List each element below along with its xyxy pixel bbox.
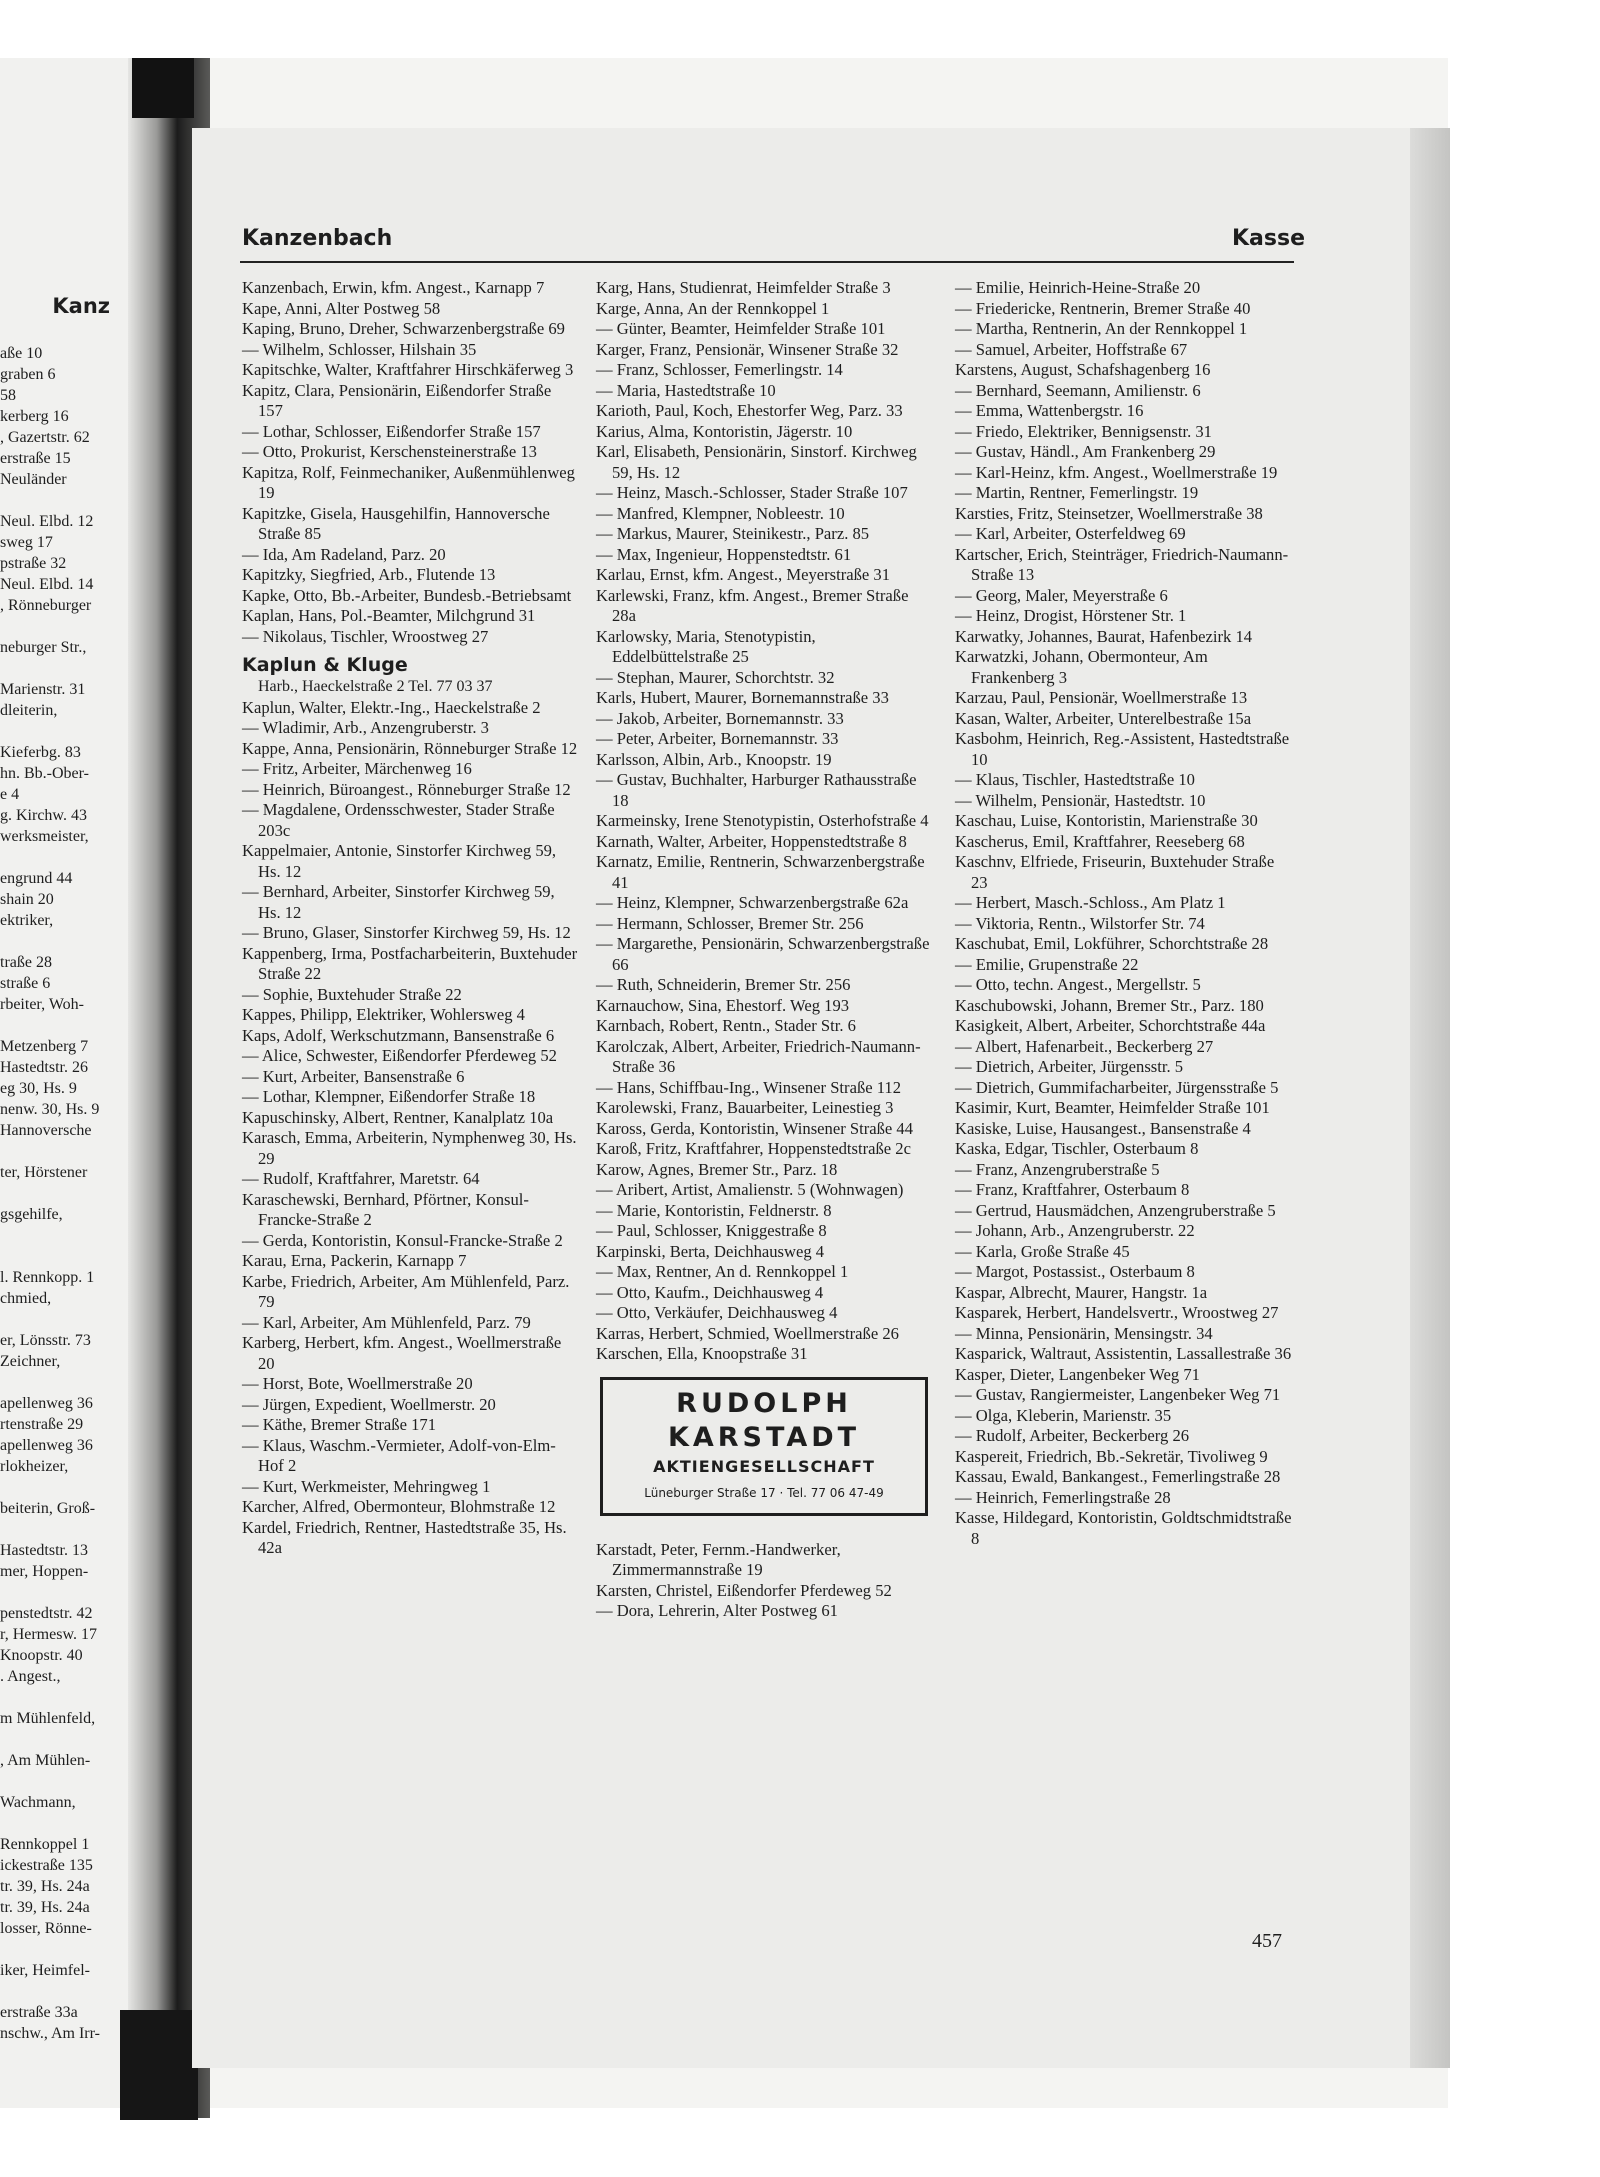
directory-entry: — Gustav, Händl., Am Frankenberg 29 — [955, 442, 1216, 461]
left-page-fragment-line: sweg 17 — [0, 534, 53, 551]
directory-entry: — Sophie, Buxtehuder Straße 22 — [242, 984, 462, 1004]
directory-entry: — Hermann, Schlosser, Bremer Str. 256 — [596, 913, 864, 933]
left-page-fragment-line: Hastedtstr. 13 — [0, 1542, 88, 1559]
directory-entry: Karg, Hans, Studienrat, Heimfelder Straße 3 — [596, 278, 891, 297]
directory-entry: — Gertrud, Hausmädchen, Anzengruberstraße 5 — [955, 1200, 1276, 1220]
directory-entry: — Otto, Kaufm., Deichhausweg 4 — [596, 1282, 824, 1302]
directory-entry: — Dietrich, Arbeiter, Jürgensstr. 5 — [955, 1057, 1184, 1076]
directory-entry: Karls, Hubert, Maurer, Bornemannstraße 33 — [596, 688, 889, 707]
directory-entry: — Max, Rentner, An d. Rennkoppel 1 — [596, 1262, 849, 1281]
directory-entry: Kasigkeit, Albert, Arbeiter, Schorchtstraße 44a — [955, 1016, 1266, 1035]
left-page-fragment-line — [0, 721, 120, 742]
left-page-fragment-line: e 4 — [0, 786, 20, 803]
left-page-fragment-line: penstedtstr. 42 — [0, 1605, 93, 1622]
firm-listing-name: Kaplun & Kluge — [242, 654, 408, 676]
directory-entry: — Klaus, Tischler, Hastedtstraße 10 — [955, 770, 1195, 789]
directory-entry: Kapitschke, Walter, Kraftfahrer Hirschkäferweg 3 — [242, 360, 574, 379]
ad-address: Lüneburger Straße 17 · Tel. 77 06 47-49 — [644, 1486, 884, 1500]
left-page-fragment-line: engrund 44 — [0, 870, 73, 887]
left-page-fragment-line — [0, 1141, 120, 1162]
directory-entry: — Alice, Schwester, Eißendorfer Pferdeweg 52 — [242, 1046, 557, 1065]
directory-entry: — Emilie, Heinrich-Heine-Straße 20 — [955, 278, 1201, 297]
left-page-running-head: Kanz — [52, 294, 110, 318]
directory-entry: Karioth, Paul, Koch, Ehestorfer Weg, Parz. 33 — [596, 401, 903, 420]
directory-entry: Karmeinsky, Irene Stenotypistin, Osterhofstraße 4 — [596, 811, 929, 830]
left-page-fragment-line: l. Rennkopp. 1 — [0, 1269, 95, 1286]
directory-entry: — Kurt, Arbeiter, Bansenstraße 6 — [242, 1066, 465, 1086]
left-page-fragment-line — [0, 1183, 120, 1204]
directory-entry: Kasparick, Waltraut, Assistentin, Lassallestraße 36 — [955, 1344, 1292, 1363]
left-page-fragment-line: erstraße 15 — [0, 450, 71, 467]
column-2-entries-b — [596, 1540, 934, 1622]
directory-entry: Kapuschinsky, Albert, Rentner, Kanalplatz 10a — [242, 1107, 554, 1127]
left-page-fragment-line: Kieferbg. 83 — [0, 744, 81, 761]
directory-entry: Karbe, Friedrich, Arbeiter, Am Mühlenfeld, Parz. 79 — [242, 1271, 570, 1311]
karstadt-advertisement — [600, 1377, 928, 1516]
directory-entry: — Samuel, Arbeiter, Hoffstraße 67 — [955, 339, 1188, 359]
directory-entry: — Günter, Beamter, Heimfelder Straße 101 — [596, 319, 886, 338]
directory-entry: — Franz, Kraftfahrer, Osterbaum 8 — [955, 1180, 1190, 1199]
directory-entry: Karge, Anna, An der Rennkoppel 1 — [596, 298, 830, 318]
directory-entry: — Manfred, Klempner, Nobleestr. 10 — [596, 503, 845, 523]
directory-entry: — Emma, Wattenbergstr. 16 — [955, 401, 1144, 420]
directory-entry: — Heinz, Masch.-Schlosser, Stader Straße 107 — [596, 483, 908, 502]
directory-entry: Kaross, Gerda, Kontoristin, Winsener Straße 44 — [596, 1118, 914, 1138]
directory-entry: Kasbohm, Heinrich, Reg.-Assistent, Hastedtstraße 10 — [955, 729, 1290, 769]
directory-entry: Karschen, Ella, Knoopstraße 31 — [596, 1344, 808, 1363]
left-page-fragment-line — [0, 931, 120, 952]
directory-entry: Kaspar, Albrecht, Maurer, Hangstr. 1a — [955, 1282, 1208, 1302]
directory-entry: — Hans, Schiffbau-Ing., Winsener Straße 112 — [596, 1077, 902, 1097]
left-page-fragment-line: nschw., Am Irr- — [0, 2025, 100, 2042]
directory-entry: — Markus, Maurer, Steinikestr., Parz. 85 — [596, 524, 870, 543]
left-page-fragment-line — [0, 847, 120, 868]
directory-entry: — Friedo, Elektriker, Bennigsenstr. 31 — [955, 421, 1212, 441]
column-1-entries-b — [242, 698, 580, 1559]
directory-entry: Karius, Alma, Kontoristin, Jägerstr. 10 — [596, 421, 853, 441]
left-page-fragment-line — [0, 658, 120, 679]
directory-entry: Kascherus, Emil, Kraftfahrer, Reeseberg 68 — [955, 831, 1245, 851]
left-page-fragment-line: nenw. 30, Hs. 9 — [0, 1101, 100, 1118]
directory-entry: Karolczak, Albert, Arbeiter, Friedrich-Naumann-Straße 36 — [596, 1036, 921, 1076]
directory-entry: — Friedericke, Rentnerin, Bremer Straße 40 — [955, 298, 1251, 318]
directory-entry: — Wilhelm, Schlosser, Hilshain 35 — [242, 339, 477, 359]
directory-entry: — Kurt, Werkmeister, Mehringweg 1 — [242, 1476, 491, 1496]
left-page-fragment-line: Hannoversche — [0, 1122, 92, 1139]
directory-entry: — Klaus, Waschm.-Vermieter, Adolf-von-Elm-Hof 2 — [242, 1435, 556, 1475]
left-page-fragment-line — [0, 1246, 120, 1267]
binding-shadow-bottom — [120, 2010, 198, 2120]
directory-entry: — Albert, Hafenarbeit., Beckerberg 27 — [955, 1036, 1214, 1056]
left-page-fragment-line: , Gazertstr. 62 — [0, 429, 90, 446]
left-page-fragment-line: Neuländer — [0, 471, 67, 488]
directory-entry: Kappe, Anna, Pensionärin, Rönneburger Straße 12 — [242, 738, 578, 758]
directory-entry: — Stephan, Maurer, Schorchtstr. 32 — [596, 667, 835, 687]
directory-entry: Karasch, Emma, Arbeiterin, Nymphenweg 30, Hs. 29 — [242, 1128, 577, 1168]
left-page-fragment-line: rtenstraße 29 — [0, 1416, 84, 1433]
directory-entry: Kapitzky, Siegfried, Arb., Flutende 13 — [242, 565, 496, 584]
header-rule — [240, 261, 1294, 263]
directory-entry: — Ruth, Schneiderin, Bremer Str. 256 — [596, 975, 851, 994]
directory-entry: Kasan, Walter, Arbeiter, Unterelbestraße 15a — [955, 708, 1252, 728]
directory-entry: — Magdalene, Ordensschwester, Stader Straße 203c — [242, 800, 555, 840]
directory-entry: Kasimir, Kurt, Beamter, Heimfelder Straße 101 — [955, 1098, 1270, 1117]
directory-entry: Kaschubat, Emil, Lokführer, Schorchtstraße 28 — [955, 934, 1269, 953]
directory-entry: — Bernhard, Seemann, Amilienstr. 6 — [955, 380, 1201, 400]
directory-entry: — Johann, Arb., Anzengruberstr. 22 — [955, 1221, 1195, 1240]
left-page-fragment-line: 58 — [0, 387, 16, 404]
left-page-fragment-line: ickestraße 135 — [0, 1857, 93, 1874]
directory-entry: — Lothar, Klempner, Eißendorfer Straße 18 — [242, 1087, 536, 1106]
directory-entry: Karnauchow, Sina, Ehestorf. Weg 193 — [596, 995, 850, 1015]
left-page-fragment-line — [0, 1372, 120, 1393]
directory-entry: Kartscher, Erich, Steinträger, Friedrich-Naumann-Straße 13 — [955, 544, 1289, 584]
directory-entry: — Heinz, Drogist, Hörstener Str. 1 — [955, 606, 1187, 625]
directory-entry: — Dietrich, Gummifacharbeiter, Jürgensstraße 5 — [955, 1077, 1279, 1097]
left-page-fragment-line: Neul. Elbd. 14 — [0, 576, 94, 593]
column-1 — [242, 278, 580, 1559]
directory-entry: — Jakob, Arbeiter, Bornemannstr. 33 — [596, 708, 844, 728]
directory-entry: — Max, Ingenieur, Hoppenstedtstr. 61 — [596, 544, 852, 564]
directory-entry: — Olga, Kleberin, Marienstr. 35 — [955, 1405, 1172, 1425]
directory-entry: Kasse, Hildegard, Kontoristin, Goldtschmidtstraße 8 — [955, 1508, 1292, 1548]
left-page-fragment-line — [0, 1729, 120, 1750]
directory-entry: Karsties, Fritz, Steinsetzer, Woellmerstraße 38 — [955, 503, 1263, 523]
directory-entry: — Horst, Bote, Woellmerstraße 20 — [242, 1374, 473, 1393]
left-page-fragment-line: losser, Rönne- — [0, 1920, 92, 1937]
directory-entry: Kappenberg, Irma, Postfacharbeiterin, Buxtehuder Straße 22 — [242, 943, 578, 983]
directory-entry: — Peter, Arbeiter, Bornemannstr. 33 — [596, 729, 839, 748]
directory-entry: Karolewski, Franz, Bauarbeiter, Leinestieg 3 — [596, 1098, 894, 1117]
directory-entry: Kardel, Friedrich, Rentner, Hastedtstraße 35, Hs. 42a — [242, 1517, 567, 1557]
directory-entry: Kaspereit, Friedrich, Bb.-Sekretär, Tivoliweg 9 — [955, 1446, 1268, 1466]
directory-entry: Karnatz, Emilie, Rentnerin, Schwarzenbergstraße 41 — [596, 852, 925, 892]
left-page-fragment-line: tr. 39, Hs. 24a — [0, 1878, 90, 1895]
column-3 — [955, 278, 1293, 1549]
left-page-fragment-line: iker, Heimfel- — [0, 1962, 90, 1979]
left-page-fragment-line: ter, Hörstener — [0, 1164, 88, 1181]
left-page-fragment-line: traße 28 — [0, 954, 52, 971]
directory-entry: Karaschewski, Bernhard, Pförtner, Konsul-Francke-Straße 2 — [242, 1189, 529, 1229]
ad-company-type: AKTIENGESELLSCHAFT — [653, 1456, 875, 1476]
left-page-fragment-line: kerberg 16 — [0, 408, 69, 425]
left-page-fragment-line: pstraße 32 — [0, 555, 67, 572]
directory-entry: — Wladimir, Arb., Anzengruberstr. 3 — [242, 718, 489, 737]
left-page-fragment-line — [0, 1939, 120, 1960]
directory-entry: Karzau, Paul, Pensionär, Woellmerstraße 13 — [955, 688, 1248, 707]
directory-entry: — Fritz, Arbeiter, Märchenweg 16 — [242, 759, 472, 778]
left-page-fragment-line: , Rönneburger — [0, 597, 92, 614]
left-page-fragment-line: mer, Hoppen- — [0, 1563, 89, 1580]
directory-entry: Kaska, Edgar, Tischler, Osterbaum 8 — [955, 1139, 1199, 1158]
page-number: 457 — [1252, 1930, 1282, 1952]
left-page-fragment-line: aße 10 — [0, 345, 43, 362]
directory-entry: Karstadt, Peter, Fernm.-Handwerker, Zimmermannstraße 19 — [596, 1539, 841, 1579]
left-page-fragment-line: Wachmann, — [0, 1794, 76, 1811]
left-page-fragment-line: g. Kirchw. 43 — [0, 807, 87, 824]
directory-entry: Karwatzki, Johann, Obermonteur, Am Frankenberg 3 — [955, 647, 1208, 687]
directory-entry: — Marie, Kontoristin, Feldnerstr. 8 — [596, 1200, 832, 1220]
directory-entry: — Heinz, Klempner, Schwarzenbergstraße 62a — [596, 893, 909, 912]
left-page-fragment-line: gsgehilfe, — [0, 1206, 63, 1223]
directory-entry: — Minna, Pensionärin, Mensingstr. 34 — [955, 1323, 1213, 1343]
left-page-fragment-line: Metzenberg 7 — [0, 1038, 89, 1055]
directory-entry: Karnbach, Robert, Rentn., Stader Str. 6 — [596, 1016, 856, 1035]
running-head-right: Kasse — [1232, 226, 1306, 251]
left-page-text-fragments — [0, 343, 120, 2044]
directory-entry: Kape, Anni, Alter Postweg 58 — [242, 298, 441, 318]
directory-entry: Kaplan, Hans, Pol.-Beamter, Milchgrund 31 — [242, 606, 536, 625]
left-page-fragment-line: eg 30, Hs. 9 — [0, 1080, 77, 1097]
left-page-fragment-line: Neul. Elbd. 12 — [0, 513, 94, 530]
column-1-entries-a — [242, 278, 580, 647]
left-page-fragment-line: rbeiter, Woh- — [0, 996, 84, 1013]
page-edge — [1410, 128, 1450, 2068]
left-page-fragment-line: straße 6 — [0, 975, 51, 992]
directory-entry: — Herbert, Masch.-Schloss., Am Platz 1 — [955, 893, 1226, 912]
directory-entry: Karlewski, Franz, kfm. Angest., Bremer Straße 28a — [596, 585, 909, 625]
left-page-fragment-line — [0, 490, 120, 511]
running-head-left: Kanzenbach — [242, 226, 393, 251]
directory-entry: Kappelmaier, Antonie, Sinstorfer Kirchweg 59, Hs. 12 — [242, 841, 557, 881]
left-page-fragment-line: Hastedtstr. 26 — [0, 1059, 88, 1076]
directory-entry: — Bruno, Glaser, Sinstorfer Kirchweg 59, Hs. 12 — [242, 923, 571, 942]
directory-entry: — Heinrich, Femerlingstraße 28 — [955, 1487, 1171, 1507]
directory-entry: — Heinrich, Büroangest., Rönneburger Straße 12 — [242, 779, 571, 799]
left-page-fragment-line — [0, 1981, 120, 2002]
left-page-fragment-line: shain 20 — [0, 891, 54, 908]
directory-entry: — Margarethe, Pensionärin, Schwarzenbergstraße 66 — [596, 934, 930, 974]
left-page-fragment-line: Zeichner, — [0, 1353, 61, 1370]
directory-entry: Karlau, Ernst, kfm. Angest., Meyerstraße 31 — [596, 565, 891, 584]
directory-entry: Karger, Franz, Pensionär, Winsener Straße 32 — [596, 339, 899, 359]
ad-company-name: RUDOLPH KARSTADT — [667, 1387, 861, 1453]
left-page-fragment-line: Marienstr. 31 — [0, 681, 86, 698]
left-page-fragment-line: beiterin, Groß- — [0, 1500, 96, 1517]
directory-entry: — Karl, Arbeiter, Osterfeldweg 69 — [955, 524, 1186, 543]
left-page-fragment-line: , Am Mühlen- — [0, 1752, 91, 1769]
directory-entry: — Otto, techn. Angest., Mergellstr. 5 — [955, 975, 1201, 994]
directory-entry: Karwatky, Johannes, Baurat, Hafenbezirk 14 — [955, 626, 1253, 646]
directory-entry: Karberg, Herbert, kfm. Angest., Woellmerstraße 20 — [242, 1333, 562, 1373]
directory-entry: Karlowsky, Maria, Stenotypistin, Eddelbüttelstraße 25 — [596, 626, 816, 666]
left-page-fragment-line: rlokheizer, — [0, 1458, 69, 1475]
column-2-entries-a — [596, 278, 934, 1365]
directory-entry: Kapitz, Clara, Pensionärin, Eißendorfer Straße 157 — [242, 380, 552, 420]
directory-entry: Karcher, Alfred, Obermonteur, Blohmstraße 12 — [242, 1497, 556, 1516]
left-page-fragment-line — [0, 1225, 120, 1246]
directory-entry: Kasiske, Luise, Hausangest., Bansenstraße 4 — [955, 1118, 1251, 1138]
left-page-fragment-line: chmied, — [0, 1290, 52, 1307]
left-page-fragment-line: neburger Str., — [0, 639, 87, 656]
directory-entry: Karlsson, Albin, Arb., Knoopstr. 19 — [596, 749, 832, 769]
directory-entry: — Käthe, Bremer Straße 171 — [242, 1415, 436, 1434]
directory-entry: — Martin, Rentner, Femerlingstr. 19 — [955, 483, 1199, 502]
directory-entry: Kappes, Philipp, Elektriker, Wohlersweg 4 — [242, 1005, 525, 1024]
left-page-fragment-line: graben 6 — [0, 366, 56, 383]
left-page-fragment-line: erstraße 33a — [0, 2004, 78, 2021]
left-page-fragment-line: Rennkoppel 1 — [0, 1836, 90, 1853]
directory-entry: Kasper, Dieter, Langenbeker Weg 71 — [955, 1364, 1200, 1384]
directory-entry: — Rudolf, Kraftfahrer, Maretstr. 64 — [242, 1169, 480, 1188]
directory-entry: Karoß, Fritz, Kraftfahrer, Hoppenstedtstraße 2c — [596, 1139, 911, 1158]
directory-entry: Karl, Elisabeth, Pensionärin, Sinstorf. Kirchweg 59, Hs. 12 — [596, 442, 917, 482]
left-page-fragment-line: r, Hermesw. 17 — [0, 1626, 97, 1643]
left-page-fragment-line: er, Lönsstr. 73 — [0, 1332, 91, 1349]
directory-entry: Kapke, Otto, Bb.-Arbeiter, Bundesb.-Betriebsamt — [242, 585, 572, 605]
left-page-fragment-line — [0, 1477, 120, 1498]
left-page-fragment-line — [0, 1771, 120, 1792]
directory-entry: — Otto, Verkäufer, Deichhausweg 4 — [596, 1303, 838, 1322]
directory-entry: Kaplun, Walter, Elektr.-Ing., Haeckelstraße 2 — [242, 697, 541, 717]
directory-entry: — Karl, Arbeiter, Am Mühlenfeld, Parz. 79 — [242, 1312, 531, 1332]
left-page-fragment-line — [0, 1687, 120, 1708]
directory-entry: — Georg, Maler, Meyerstraße 6 — [955, 585, 1168, 605]
directory-entry: Karpinski, Berta, Deichhausweg 4 — [596, 1241, 825, 1261]
column-3-entries — [955, 278, 1293, 1549]
directory-entry: Kaps, Adolf, Werkschutzmann, Bansenstraße 6 — [242, 1025, 555, 1045]
left-page-fragment-line: apellenweg 36 — [0, 1437, 93, 1454]
directory-entry: Kapitza, Rolf, Feinmechaniker, Außenmühlenweg 19 — [242, 462, 575, 502]
directory-entry: — Karla, Große Straße 45 — [955, 1241, 1130, 1261]
binding-shadow-top — [132, 58, 194, 118]
left-page-fragment-line: apellenweg 36 — [0, 1395, 93, 1412]
left-page-fragment-line: werksmeister, — [0, 828, 89, 845]
directory-entry: Kanzenbach, Erwin, kfm. Angest., Karnapp 7 — [242, 278, 545, 297]
directory-entry: — Ida, Am Radeland, Parz. 20 — [242, 544, 446, 564]
left-page-fragment-line — [0, 1813, 120, 1834]
left-page-fragment-line: tr. 39, Hs. 24a — [0, 1899, 90, 1916]
directory-entry: — Aribert, Artist, Amalienstr. 5 (Wohnwagen) — [596, 1180, 904, 1199]
directory-entry: — Gerda, Kontoristin, Konsul-Francke-Straße 2 — [242, 1230, 563, 1250]
left-page-fragment-line — [0, 1015, 120, 1036]
directory-entry: — Nikolaus, Tischler, Wroostweg 27 — [242, 626, 489, 646]
directory-entry: Kassau, Ewald, Bankangest., Femerlingstraße 28 — [955, 1467, 1281, 1486]
left-page-fragment-line: m Mühlenfeld, — [0, 1710, 96, 1727]
left-page-fragment-line: hn. Bb.-Ober- — [0, 765, 89, 782]
left-page-fragment-line — [0, 1582, 120, 1603]
directory-entry: — Paul, Schlosser, Kniggestraße 8 — [596, 1221, 827, 1240]
left-page-fragment-line: Knoopstr. 40 — [0, 1647, 83, 1664]
directory-entry: Kaschnv, Elfriede, Friseurin, Buxtehuder Straße 23 — [955, 852, 1275, 892]
directory-entry: — Dora, Lehrerin, Alter Postweg 61 — [596, 1601, 838, 1620]
directory-entry: — Emilie, Grupenstraße 22 — [955, 954, 1139, 974]
directory-entry: Karow, Agnes, Bremer Str., Parz. 18 — [596, 1159, 838, 1179]
firm-listing-address: Harb., Haeckelstraße 2 Tel. 77 03 37 — [258, 678, 493, 695]
directory-entry: Kaping, Bruno, Dreher, Schwarzenbergstraße 69 — [242, 319, 565, 338]
left-page-fragment-line: . Angest., — [0, 1668, 61, 1685]
directory-entry: Karras, Herbert, Schmied, Woellmerstraße 26 — [596, 1323, 899, 1343]
directory-entry: Karstens, August, Schafshagenberg 16 — [955, 360, 1211, 379]
directory-entry: — Martha, Rentnerin, An der Rennkoppel 1 — [955, 319, 1248, 338]
directory-entry: — Karl-Heinz, kfm. Angest., Woellmerstraße 19 — [955, 462, 1278, 482]
directory-entry: — Jürgen, Expedient, Woellmerstr. 20 — [242, 1394, 496, 1414]
directory-entry: Kaschubowski, Johann, Bremer Str., Parz. 180 — [955, 995, 1264, 1015]
directory-entry: — Bernhard, Arbeiter, Sinstorfer Kirchweg 59, Hs. 12 — [242, 882, 555, 922]
directory-entry: Kaschau, Luise, Kontoristin, Marienstraße 30 — [955, 811, 1258, 830]
left-page-fragment-line — [0, 616, 120, 637]
left-page-fragment-line: ektriker, — [0, 912, 54, 929]
column-2 — [596, 278, 934, 1622]
directory-entry: — Rudolf, Arbeiter, Beckerberg 26 — [955, 1426, 1190, 1445]
directory-entry: — Franz, Schlosser, Femerlingstr. 14 — [596, 360, 843, 379]
left-page-fragment-line: dleiterin, — [0, 702, 58, 719]
left-page-fragment-line — [0, 1309, 120, 1330]
directory-entry: — Gustav, Rangiermeister, Langenbeker Weg 71 — [955, 1385, 1281, 1404]
directory-entry: — Maria, Hastedtstraße 10 — [596, 380, 776, 400]
directory-entry: Kasparek, Herbert, Handelsvertr., Wroostweg 27 — [955, 1303, 1279, 1322]
directory-entry: — Gustav, Buchhalter, Harburger Rathausstraße 18 — [596, 770, 917, 810]
directory-entry: — Otto, Prokurist, Kerschensteinerstraße 13 — [242, 442, 537, 461]
directory-entry: — Wilhelm, Pensionär, Hastedtstr. 10 — [955, 790, 1206, 810]
directory-entry: — Viktoria, Rentn., Wilstorfer Str. 74 — [955, 913, 1205, 933]
directory-entry: — Lothar, Schlosser, Eißendorfer Straße 157 — [242, 421, 541, 441]
directory-entry: — Franz, Anzengruberstraße 5 — [955, 1159, 1160, 1179]
directory-entry: Kapitzke, Gisela, Hausgehilfin, Hannoversche Straße 85 — [242, 503, 550, 543]
directory-entry: Karau, Erna, Packerin, Karnapp 7 — [242, 1251, 467, 1270]
directory-entry: Karsten, Christel, Eißendorfer Pferdeweg 52 — [596, 1580, 892, 1600]
directory-entry: Karnath, Walter, Arbeiter, Hoppenstedtstraße 8 — [596, 831, 907, 851]
left-page-fragment-line — [0, 1519, 120, 1540]
left-page-fragment — [0, 58, 140, 2108]
directory-entry: — Margot, Postassist., Osterbaum 8 — [955, 1262, 1195, 1281]
